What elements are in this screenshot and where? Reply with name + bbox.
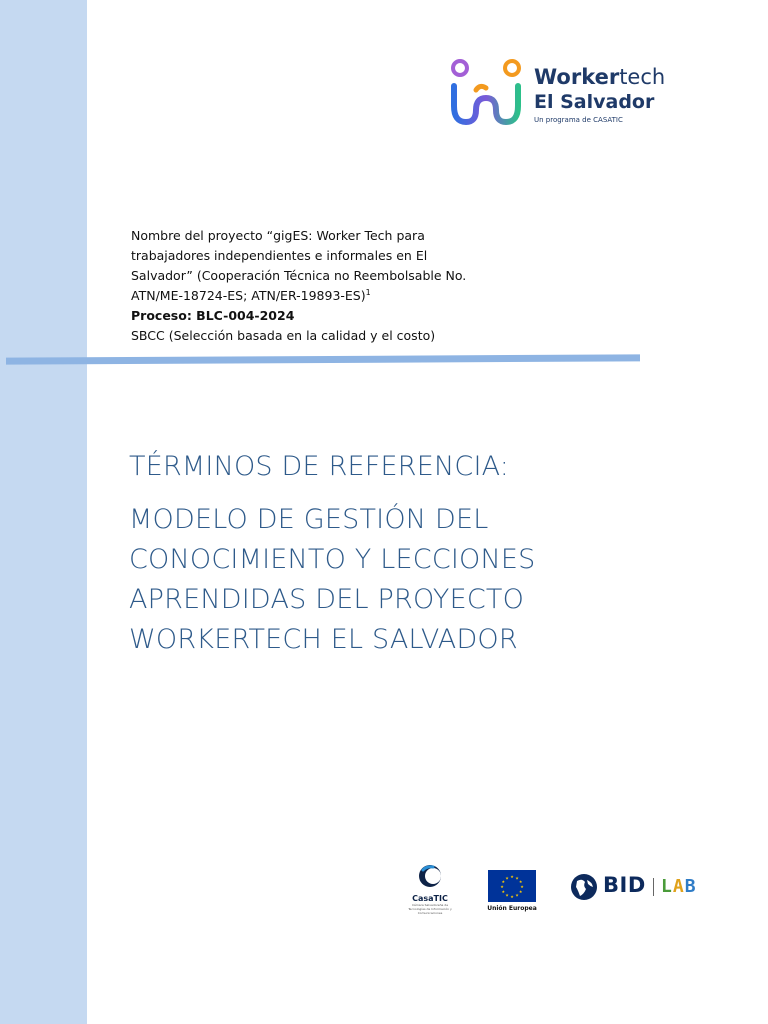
title-line: WORKERTECH EL SALVADOR (129, 624, 518, 655)
brand-tagline: Un programa de CASATIC (534, 116, 623, 124)
bid-lab-logo (569, 872, 719, 902)
svg-text:★: ★ (518, 879, 523, 884)
bid-separator (653, 878, 654, 896)
svg-text:★: ★ (515, 892, 519, 898)
eu-flag-icon (488, 870, 536, 902)
title-line: MODELO DE GESTIÓN DEL (129, 504, 489, 535)
svg-text:★: ★ (501, 879, 506, 884)
title-line: APRENDIDAS DEL PROYECTO (129, 584, 525, 615)
svg-text:★: ★ (505, 875, 509, 881)
workertech-wordmark (534, 64, 665, 124)
project-codes: ATN/ME-18724-ES; ATN/ER-19893-ES) (131, 288, 366, 303)
title-line: CONOCIMIENTO Y LECCIONES (129, 544, 536, 575)
brand-tech: tech (619, 65, 666, 89)
casatic-subtitle: Cámara Salvadoreña de Tecnologías de Información y Comunicaciones (408, 903, 452, 915)
footnote-mark[interactable]: 1 (365, 287, 371, 297)
eu-logo (486, 870, 538, 912)
project-info (131, 226, 511, 346)
project-name-line: Nombre del proyecto “gigES: Worker Tech para (131, 228, 425, 243)
workertech-logo (448, 58, 688, 130)
svg-text:★: ★ (518, 889, 523, 894)
casatic-name: CasaTIC (412, 894, 448, 903)
process-number: Proceso: BLC-004-2024 (131, 308, 295, 323)
lab-letter: A (672, 876, 685, 897)
title-heading: TÉRMINOS DE REFERENCIA: (129, 451, 510, 482)
document-title (129, 448, 729, 660)
bid-globe-icon (569, 872, 599, 902)
svg-text:★: ★ (510, 874, 514, 879)
selection-method: SBCC (Selección basada en la calidad y el costo) (131, 328, 436, 343)
project-name-line: trabajadores independientes e informales en El (131, 248, 428, 263)
casatic-icon (417, 864, 443, 888)
svg-text:★: ★ (505, 892, 509, 898)
svg-text:★: ★ (520, 884, 524, 889)
lab-letter: L (661, 876, 673, 897)
lab-name (661, 876, 697, 897)
project-name-line: Salvador” (Cooperación Técnica no Reembolsable No. (131, 268, 467, 283)
eu-stars-icon (488, 870, 536, 902)
svg-text:★: ★ (501, 889, 506, 894)
divider (6, 354, 640, 364)
brand-worker: Worker (534, 65, 620, 89)
project-name-line (131, 286, 511, 306)
svg-text:★: ★ (500, 884, 504, 889)
svg-text:★: ★ (515, 875, 519, 881)
lab-letter: B (684, 876, 697, 897)
casatic-logo (405, 864, 455, 915)
brand-country: El Salvador (534, 91, 655, 113)
svg-text:★: ★ (510, 894, 514, 899)
side-band (0, 0, 87, 1024)
bid-name: BID (603, 873, 646, 897)
workertech-mark-icon (448, 58, 528, 130)
sponsor-logos (400, 860, 720, 920)
eu-name: Unión Europea (487, 905, 537, 912)
